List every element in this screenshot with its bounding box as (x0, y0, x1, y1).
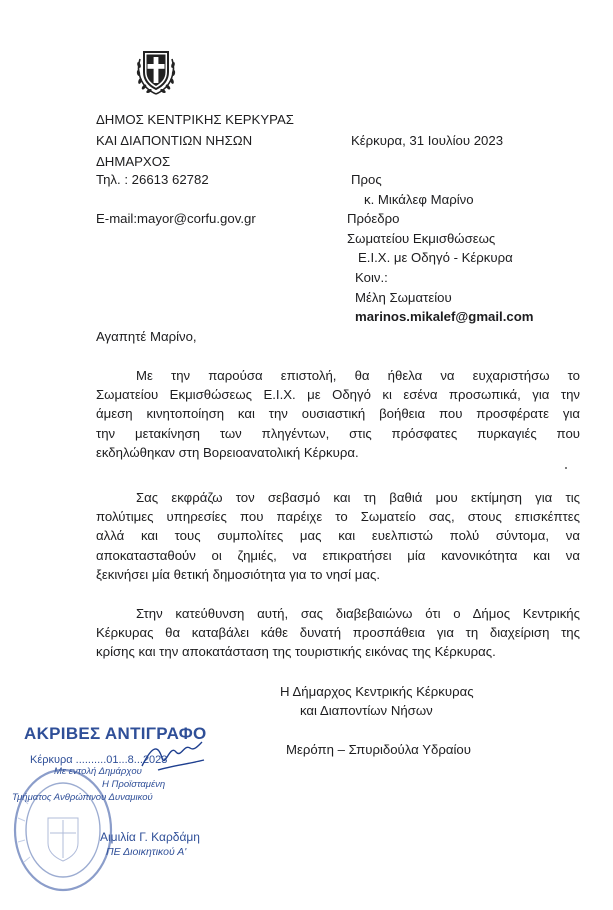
paragraph-line: Στην κατεύθυνση αυτή, σας διαβεβαιώνω ότι ο Δήμος Κεντρικής (136, 606, 580, 621)
greek-emblem-icon (134, 47, 178, 97)
stamp-line-3: Τμήματος Ανθρώπινου Δυναμικού (12, 792, 153, 803)
stamp-heading: ΑΚΡΙΒΕΣ ΑΝΤΙΓΡΑΦΟ (24, 724, 207, 743)
stamp-signer-title: ΠΕ Διοικητικού Α' (106, 846, 187, 858)
paragraph-line: Σωματείου Εκμισθώσεως Ε.Ι.Χ. με Οδηγό κι εσένα προσωπικά, για την (96, 387, 580, 403)
sender-email: E-mail:mayor@corfu.gov.gr (96, 211, 256, 226)
stamp-line-2: Η Προϊσταμένη (102, 779, 166, 790)
greeting: Αγαπητέ Μαρίνο, (96, 329, 197, 344)
recipient-cc-label: Κοιν.: (355, 270, 388, 285)
recipient-org2: Ε.Ι.Χ. με Οδηγό - Κέρκυρα (358, 250, 513, 265)
recipient-org1: Σωματείου Εκμισθώσεως (347, 231, 496, 246)
paragraph-line: Σας εκφράζω τον σεβασμό και τη βαθιά μου εκτίμηση για τις (136, 490, 580, 505)
paragraph-line: την μετακίνηση των πληγέντων, στις πρόσφατες πυρκαγιές που (96, 425, 580, 441)
letter-date: Κέρκυρα, 31 Ιουλίου 2023 (351, 133, 504, 148)
sender-org-line1: ΔΗΜΟΣ ΚΕΝΤΡΙΚΗΣ ΚΕΡΚΥΡΑΣ (96, 112, 294, 127)
paragraph-line: πολύτιμες υπηρεσίες που παρέιχε το Σωματείο σας, στους επισκέπτες (96, 509, 580, 525)
recipient-to: Προς (351, 172, 382, 187)
stamp-line-1: Με εντολή Δημάρχου (54, 766, 142, 777)
speck (565, 467, 567, 469)
body-paragraph-2 (96, 488, 580, 584)
stamp-signer: Αιμιλία Γ. Καρδάμη (100, 830, 200, 844)
signature-name: Μερόπη – Σπυριδούλα Υδραίου (286, 742, 471, 757)
paragraph-line: άμεση κινητοποίηση και την ουσιαστική βοήθεια που προσφέρατε για (96, 406, 580, 422)
recipient-role: Πρόεδρο (347, 211, 400, 226)
stamp-place-date: Κέρκυρα ..........01...8...2023 (30, 754, 168, 766)
paragraph-line: ξεκινήσει μία θετική δημοσιότητα για το νησί μας. (96, 566, 381, 582)
signature-title-1: Η Δήμαρχος Κεντρικής Κέρκυρας (280, 684, 474, 699)
body-paragraph-3 (96, 604, 580, 662)
sender-org-line2: ΚΑΙ ΔΙΑΠΟΝΤΙΩΝ ΝΗΣΩΝ (96, 133, 253, 148)
recipient-email: marinos.mikalef@gmail.com (355, 309, 534, 324)
signature-scribble-icon (138, 736, 218, 776)
paragraph-line: Με την παρούσα επιστολή, θα ήθελα να ευχαριστήσω το (136, 368, 580, 383)
paragraph-line: κρίσης και την αποκατάσταση της τουριστικής εικόνας της Κέρκυρας. (96, 644, 496, 660)
recipient-name: κ. Μικάλεφ Μαρίνο (364, 192, 474, 207)
recipient-cc-members: Μέλη Σωματείου (355, 290, 452, 305)
certified-copy-stamp (8, 720, 238, 900)
sender-title: ΔΗΜΑΡΧΟΣ (96, 154, 171, 169)
body-paragraph-1 (96, 366, 580, 462)
paragraph-line: εκδηλώθηκαν στη Βορειοανατολική Κέρκυρα. (96, 444, 359, 460)
sender-phone: Τηλ. : 26613 62782 (96, 172, 209, 187)
paragraph-line: αλλά και τους συμπολίτες μας και ευελπιστώ πολύ σύντομα, να (96, 528, 580, 544)
paragraph-line: Κέρκυρας θα καταβάλει κάθε δυνατή προσπάθεια για τη διαχείριση της (96, 625, 580, 641)
signature-title-2: και Διαποντίων Νήσων (300, 703, 433, 718)
paragraph-line: αποκατασταθούν οι ζημιές, να επικρατήσει μία κανονικότητα και να (96, 547, 580, 563)
